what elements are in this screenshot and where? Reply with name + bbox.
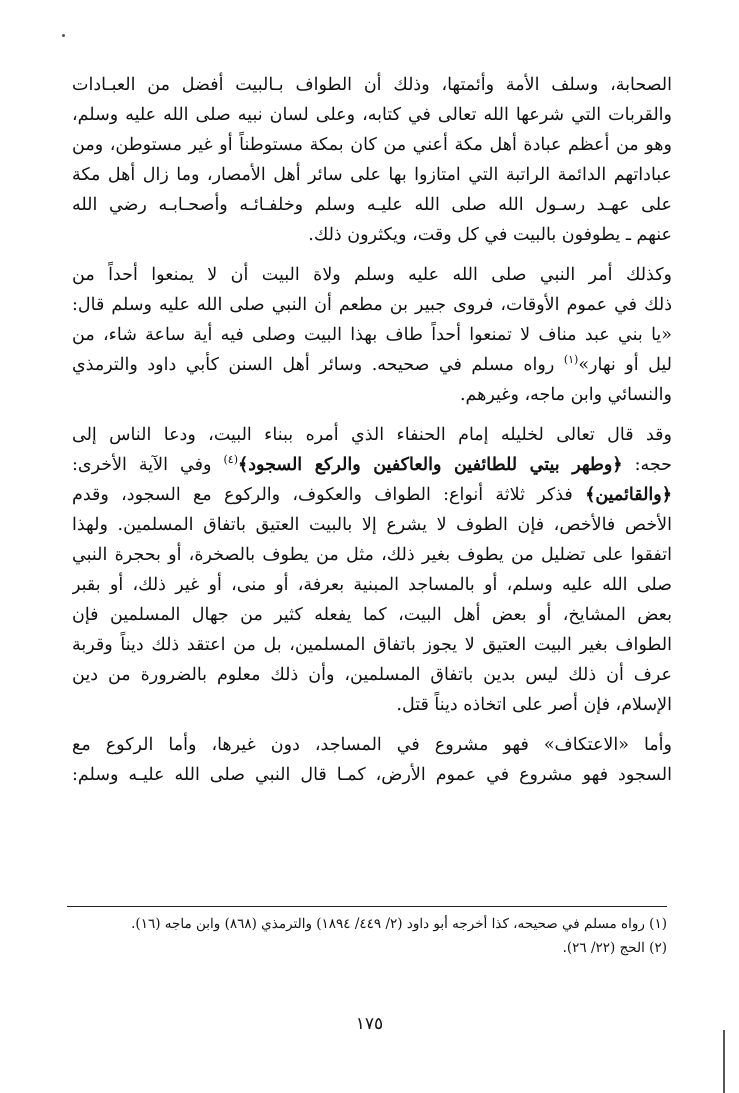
text-line: بعض المشايخ، أو بعض أهل البيت، كما يفعله كثير من جهال المسلمين فإن: [72, 605, 672, 625]
text-segment: رواه مسلم في صحيحه. وسائر أهل السنن كأبي داود والترمذي: [72, 355, 564, 375]
text-line: «يا بني عبد مناف لا تمنعوا أحداً طاف بهذا البيت وصلى فيه أية ساعة شاء، من: [72, 325, 672, 345]
scan-speck: [62, 34, 65, 37]
footnote-1: (١) رواه مسلم في صحيحه، كذا أخرجه أبو داود (٢/ ٤٤٩/ ١٨٩٤) والترمذي (٨٦٨) وابن ماجه (١٦).: [131, 916, 667, 932]
body-text: [72, 70, 672, 790]
text-line: والقربات التي شرعها الله تعالى في كتابه، وعلى لسان نبيه صلى الله عليه وسلم،: [72, 105, 672, 125]
text-line-with-footnote: [72, 350, 672, 380]
text-line: الأخص فالأخص، فإن الطوف لا يشرع إلا بالبيت العتيق باتفاق المسلمين. ولهذا: [72, 515, 672, 535]
quran-verse: ﴿والقائمين﴾: [585, 485, 672, 505]
footnote-divider: [67, 906, 667, 907]
footnote-marker-1: (١): [563, 353, 579, 367]
paragraph-3: [72, 420, 672, 720]
text-line: صلى الله عليه وسلم، أو بالمساجد المبنية بعرفة، أو منى، أو غير ذلك، أو بقبر: [72, 575, 672, 595]
text-line: الصحابة، وسلف الأمة وأئمتها، وذلك أن الطواف بـالبيت أفضل من العبـادات: [72, 75, 672, 95]
text-line: عرف أن ذلك ليس بدين باتفاق المسلمين، وأن ذلك معلوم بالضرورة من دين: [72, 665, 672, 685]
page-number: ١٧٥: [355, 1014, 384, 1034]
paragraph-1: [72, 70, 672, 250]
text-segment: حجه:: [622, 455, 672, 475]
footnote-2: (٢) الحج (٢٢/ ٢٦).: [562, 940, 667, 956]
footnotes: [67, 912, 667, 960]
quran-verse: ﴿وطهر بيتي للطائفين والعاكفين والركع السجود﴾: [237, 455, 623, 475]
scan-edge-mark: [723, 1030, 725, 1093]
text-line: على عهـد رسـول الله صلى الله عليـه وسلم وخلفـائـه وأصحـابـه رضي الله: [72, 195, 672, 215]
text-line: ذلك في عموم الأوقات، فروى جبير بن مطعم أن النبي صلى الله عليه وسلم قال:: [72, 295, 672, 315]
text-line: وأما «الاعتكاف» فهو مشروع في المساجد، دون غيرها، وأما الركوع مع: [72, 735, 672, 755]
hadith-quote-end: ليل أو نهار»: [578, 355, 672, 375]
text-line: اتفقوا على تضليل من يطوف بغير ذلك، مثل من يطوف بالصخرة، أو بحجرة النبي: [72, 545, 672, 565]
text-line: وكذلك أمر النبي صلى الله عليه وسلم ولاة البيت أن لا يمنعوا أحداً من: [72, 265, 672, 285]
text-line: وهو من أعظم عبادة أهل مكة أعني من كان بمكة مستوطناً أو غير مستوطن، ومن: [72, 135, 672, 155]
paragraph-2: [72, 260, 672, 410]
text-line: عباداتهم الدائمة الراتبة التي امتازوا بها على سائر أهل الأمصار، وما زال أهل مكة: [72, 165, 672, 185]
text-line-with-verse: [72, 450, 672, 480]
paragraph-4: [72, 730, 672, 790]
text-line: الإسلام، فإن أصر على اتخاذه ديناً قتل.: [396, 695, 672, 715]
text-segment: فذكر ثلاثة أنواع: الطواف والعكوف، والركوع مع السجود، وقدم: [72, 485, 586, 505]
text-line: السجود فهو مشروع في عموم الأرض، كمـا قال النبي صلى الله عليـه وسلم:: [72, 765, 672, 785]
text-line: والنسائي وابن ماجه، وغيرهم.: [459, 385, 672, 405]
text-segment: وفي الآية الأخرى:: [72, 455, 224, 475]
text-line: عنهم ـ يطوفون بالبيت في كل وقت، ويكثرون ذلك.: [308, 225, 672, 245]
footnote-marker-4: (٤): [223, 453, 238, 467]
text-line-with-verse: [72, 480, 672, 510]
text-line: وقد قال تعالى لخليله إمام الحنفاء الذي أمره ببناء البيت، ودعا الناس إلى: [72, 425, 672, 445]
text-line: الطواف بغير البيت العتيق لا يجوز باتفاق المسلمين، بل من اعتقد ذلك ديناً وقربة: [72, 635, 672, 655]
